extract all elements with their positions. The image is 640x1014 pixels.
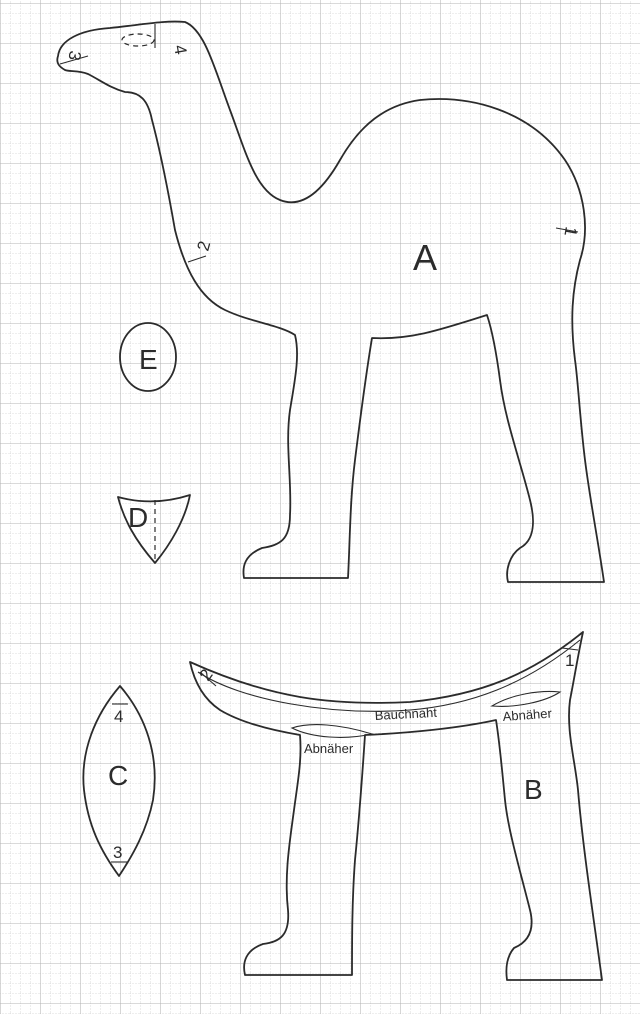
piece-d-label: D [128,502,149,533]
mark-b-1: 1 [565,651,575,670]
piece-a-label: A [413,237,438,278]
piece-b-label: B [524,774,543,805]
mark-c-3: 3 [113,843,123,862]
dart-left-label: Abnäher [304,741,354,756]
belly-seam-label: Bauchnaht [374,704,438,723]
piece-c-label: C [108,760,129,791]
mark-a-4: 4 [170,43,191,57]
dart-right-label: Abnäher [502,705,553,724]
mark-a-1: 1 [560,225,581,238]
mark-a-3: 3 [64,49,85,62]
mark-a-2: 2 [193,238,215,254]
mark-b-2: 2 [195,665,217,685]
mark-c-4: 4 [114,707,124,726]
piece-e-label: E [139,344,158,375]
